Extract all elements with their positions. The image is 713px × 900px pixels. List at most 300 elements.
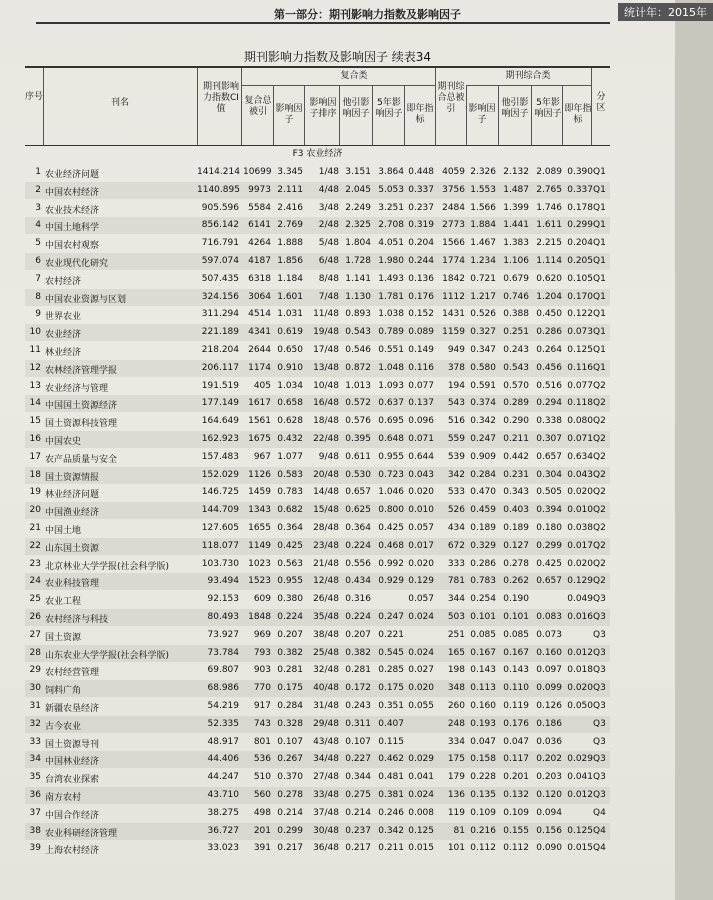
cell-no: 11 <box>29 345 41 355</box>
cell-ii: 0.136 <box>408 273 434 284</box>
cell-if: 0.224 <box>277 612 303 622</box>
header-comprehensive-group: 期刊综合类 <box>505 71 551 81</box>
cell-name: 中国农村经济 <box>45 187 100 198</box>
cell-ci: 69.807 <box>207 665 239 676</box>
cell-cif: 0.347 <box>470 345 496 355</box>
cell-ifr: 31/48 <box>313 701 339 711</box>
cell-no: 24 <box>29 576 41 587</box>
cell-ci: 73.784 <box>207 647 239 658</box>
cell-ci: 311.294 <box>201 309 239 320</box>
cell-y5: 3.864 <box>378 167 404 177</box>
cell-q: Q2 <box>593 451 606 462</box>
cell-cii: 0.337 <box>567 184 593 195</box>
cell-caa: 0.403 <box>503 505 529 516</box>
table-row <box>25 751 610 768</box>
cell-ii: 0.137 <box>408 398 434 409</box>
cell-q: Q3 <box>593 665 606 676</box>
cell-tc: 1675 <box>248 434 271 444</box>
cell-cif: 0.459 <box>470 505 496 516</box>
cell-cii: 0.018 <box>567 665 593 676</box>
cell-cif: 0.526 <box>470 309 496 320</box>
table-row <box>25 823 610 840</box>
table-row <box>25 182 610 199</box>
cell-cii: 0.125 <box>567 345 593 355</box>
cell-ii: 0.015 <box>408 843 434 854</box>
cell-aa: 0.344 <box>345 772 371 783</box>
cell-tc: 969 <box>253 629 271 640</box>
cell-tc: 510 <box>253 772 271 783</box>
cell-ii: 0.024 <box>408 790 434 800</box>
cell-ctc: 4059 <box>442 167 465 177</box>
cell-ci: 716.791 <box>201 238 239 249</box>
cell-aa: 0.214 <box>345 807 371 818</box>
cell-ii: 0.152 <box>408 309 434 320</box>
cell-ctc: 334 <box>447 736 465 747</box>
cell-no: 30 <box>29 683 41 694</box>
cell-ctc: 198 <box>447 665 465 676</box>
cell-ctc: 1431 <box>442 309 465 320</box>
cell-cif: 0.329 <box>470 540 496 551</box>
header-total-cites: 复合总被引 <box>244 96 272 117</box>
cell-if: 2.111 <box>277 184 303 195</box>
cell-cif: 0.909 <box>470 451 496 462</box>
cell-name: 上海农村经济 <box>45 846 100 857</box>
cell-no: 35 <box>29 772 41 783</box>
cell-cif: 0.112 <box>470 843 496 854</box>
cell-q: Q3 <box>593 683 606 694</box>
cell-ctc: 194 <box>447 380 465 391</box>
cell-name: 国土资源导刊 <box>45 739 100 750</box>
cell-name: 农村经济 <box>45 276 82 287</box>
cell-q: Q3 <box>593 701 606 711</box>
cell-ctc: 342 <box>447 469 465 480</box>
cell-c5y: 0.097 <box>536 665 562 676</box>
cell-ctc: 165 <box>447 647 465 658</box>
cell-cif: 0.470 <box>470 487 496 498</box>
cell-q: Q1 <box>593 202 606 213</box>
cell-aa: 1.804 <box>345 238 371 249</box>
cell-ifr: 15/48 <box>313 505 339 516</box>
cell-cii: 0.077 <box>567 380 593 391</box>
cell-if: 0.267 <box>277 754 303 765</box>
cell-aa: 0.316 <box>345 594 371 605</box>
table-row <box>25 734 610 751</box>
cell-ifr: 38/48 <box>313 629 339 640</box>
cell-ifr: 17/48 <box>313 345 339 355</box>
cell-c5y: 1.611 <box>536 220 562 231</box>
cell-caa: 0.290 <box>503 416 529 427</box>
cell-cif: 0.135 <box>470 790 496 800</box>
cell-q: Q1 <box>593 345 606 355</box>
cell-if: 0.217 <box>277 843 303 854</box>
cell-ifr: 25/48 <box>313 647 339 658</box>
cell-caa: 0.201 <box>503 772 529 783</box>
cell-caa: 1.106 <box>503 256 529 266</box>
cell-tc: 609 <box>253 594 271 605</box>
cell-caa: 0.343 <box>503 487 529 498</box>
cell-no: 7 <box>35 273 41 284</box>
cell-ifr: 1/48 <box>318 167 339 177</box>
cell-ci: 54.219 <box>207 701 239 711</box>
cell-q: Q4 <box>593 843 606 854</box>
cell-ctc: 101 <box>447 843 465 854</box>
cell-caa: 0.442 <box>503 451 529 462</box>
cell-if: 0.207 <box>277 629 303 640</box>
cell-cif: 0.193 <box>470 718 496 729</box>
cell-ii: 0.057 <box>408 594 434 605</box>
cell-name: 古今农业 <box>45 721 82 732</box>
cell-if: 0.432 <box>277 434 303 444</box>
table-row <box>25 235 610 252</box>
running-header-part: 第一部分：期刊影响力指数及影响因子 <box>274 8 461 21</box>
cell-name: 台湾农业探索 <box>45 775 100 786</box>
cell-caa: 0.167 <box>503 647 529 658</box>
cell-if: 0.910 <box>277 362 303 373</box>
cell-c5y: 0.264 <box>536 345 562 355</box>
cell-q: Q3 <box>593 772 606 783</box>
cell-y5: 0.407 <box>378 718 404 729</box>
cell-name: 山东国土资源 <box>45 543 100 554</box>
cell-name: 中国土地科学 <box>45 223 100 234</box>
cell-ii: 0.041 <box>408 772 434 783</box>
cell-c5y: 0.657 <box>536 576 562 587</box>
cell-caa: 1.487 <box>503 184 529 195</box>
cell-cif: 0.113 <box>470 683 496 694</box>
cell-c5y: 0.338 <box>536 416 562 427</box>
cell-tc: 903 <box>253 665 271 676</box>
cell-cii: 0.010 <box>567 505 593 516</box>
cell-caa: 0.109 <box>503 807 529 818</box>
cell-if: 1.856 <box>277 256 303 266</box>
cell-ii: 0.204 <box>408 238 434 249</box>
cell-cii: 0.029 <box>567 754 593 765</box>
cell-caa: 0.278 <box>503 558 529 569</box>
cell-c5y: 2.089 <box>536 167 562 177</box>
cell-no: 19 <box>29 487 41 498</box>
cell-if: 0.563 <box>277 558 303 569</box>
cell-ctc: 503 <box>447 612 465 622</box>
cell-ifr: 21/48 <box>313 558 339 569</box>
cell-cii: 0.016 <box>567 612 593 622</box>
cell-aa: 0.893 <box>345 309 371 320</box>
cell-name: 林业经济问题 <box>45 490 100 501</box>
cell-y5: 0.637 <box>378 398 404 409</box>
table-row <box>25 520 610 537</box>
cell-cif: 0.109 <box>470 807 496 818</box>
table-row <box>25 591 610 608</box>
cell-no: 12 <box>29 362 41 373</box>
cell-y5: 0.246 <box>378 807 404 818</box>
table-row <box>25 253 610 270</box>
cell-name: 农业经济 <box>45 330 82 341</box>
cell-ctc: 119 <box>447 807 465 818</box>
cell-caa: 1.441 <box>503 220 529 231</box>
table-row <box>25 787 610 804</box>
cell-caa: 0.211 <box>503 434 529 444</box>
cell-aa: 3.151 <box>345 167 371 177</box>
cell-no: 5 <box>35 238 41 249</box>
cell-ii: 0.017 <box>408 540 434 551</box>
cell-cii: 0.038 <box>567 523 593 533</box>
cell-caa: 0.189 <box>503 523 529 533</box>
cell-ctc: 248 <box>447 718 465 729</box>
cell-y5: 1.048 <box>378 362 404 373</box>
cell-ci: 33.023 <box>207 843 239 854</box>
cell-ifr: 32/48 <box>313 665 339 676</box>
cell-q: Q1 <box>593 309 606 320</box>
cell-tc: 391 <box>253 843 271 854</box>
cell-if: 0.628 <box>277 416 303 427</box>
cell-c5y: 0.120 <box>536 790 562 800</box>
cell-cif: 0.721 <box>470 273 496 284</box>
cell-q: Q1 <box>593 273 606 284</box>
cell-if: 0.214 <box>277 807 303 818</box>
header-name: 刊名 <box>110 98 129 108</box>
cell-c5y: 0.126 <box>536 701 562 711</box>
cell-ctc: 516 <box>447 416 465 427</box>
cell-y5: 0.115 <box>378 736 404 747</box>
cell-tc: 1023 <box>248 558 271 569</box>
cell-cii: 0.050 <box>567 701 593 711</box>
cell-caa: 0.231 <box>503 469 529 480</box>
cell-tc: 9973 <box>248 184 271 195</box>
table-row <box>25 449 610 466</box>
header-if-rank: 影响因子排序 <box>309 98 337 119</box>
cell-if: 0.364 <box>277 523 303 533</box>
cell-ifr: 3/48 <box>318 202 339 213</box>
cell-no: 2 <box>35 184 41 195</box>
cell-ifr: 20/48 <box>313 469 339 480</box>
cell-aa: 1.141 <box>345 273 371 284</box>
cell-y5: 0.285 <box>378 665 404 676</box>
cell-caa: 0.190 <box>503 594 529 605</box>
cell-ctc: 1774 <box>442 256 465 266</box>
cell-aa: 0.530 <box>345 469 371 480</box>
cell-no: 26 <box>29 612 41 622</box>
cell-caa: 0.570 <box>503 380 529 391</box>
cell-ifr: 9/48 <box>318 451 339 462</box>
cell-ci: 73.927 <box>207 629 239 640</box>
cell-cii: 0.634 <box>567 451 593 462</box>
cell-cif: 0.189 <box>470 523 496 533</box>
cell-q: Q1 <box>593 184 606 195</box>
cell-ctc: 526 <box>447 505 465 516</box>
cell-q: Q2 <box>593 398 606 409</box>
cell-no: 29 <box>29 665 41 676</box>
cell-ci: 48.917 <box>207 736 239 747</box>
cell-cif: 1.884 <box>470 220 496 231</box>
cell-name: 国土资源 <box>45 632 82 643</box>
header-impact-factor: 影响因子 <box>275 104 303 125</box>
cell-cif: 0.342 <box>470 416 496 427</box>
cell-ctc: 781 <box>447 576 465 587</box>
cell-cii: 0.129 <box>567 576 593 587</box>
cell-name: 饲料广角 <box>45 686 82 697</box>
cell-if: 1.077 <box>277 451 303 462</box>
cell-ctc: 251 <box>447 629 465 640</box>
cell-name: 中国渔业经济 <box>45 508 100 519</box>
cell-c5y: 0.090 <box>536 843 562 854</box>
cell-caa: 0.746 <box>503 291 529 302</box>
cell-q: Q1 <box>593 167 606 177</box>
cell-cii: 0.125 <box>567 825 593 836</box>
cell-y5: 0.381 <box>378 790 404 800</box>
cell-y5: 0.175 <box>378 683 404 694</box>
cell-y5: 0.342 <box>378 825 404 836</box>
cell-no: 21 <box>29 523 41 533</box>
cell-ii: 0.176 <box>408 291 434 302</box>
cell-cii: 0.116 <box>567 362 593 373</box>
cell-ci: 162.923 <box>201 434 239 444</box>
cell-cii: 0.073 <box>567 327 593 338</box>
cell-if: 0.682 <box>277 505 303 516</box>
cell-no: 13 <box>29 380 41 391</box>
cell-if: 1.184 <box>277 273 303 284</box>
cell-name: 农业经济与管理 <box>45 383 109 394</box>
cell-caa: 0.085 <box>503 629 529 640</box>
cell-q: Q1 <box>593 291 606 302</box>
cell-if: 0.425 <box>277 540 303 551</box>
cell-y5: 0.789 <box>378 327 404 338</box>
cell-c5y: 0.286 <box>536 327 562 338</box>
cell-q: Q2 <box>593 576 606 587</box>
cell-caa: 0.243 <box>503 345 529 355</box>
cell-q: Q2 <box>593 380 606 391</box>
cell-ifr: 4/48 <box>318 184 339 195</box>
cell-caa: 0.679 <box>503 273 529 284</box>
header-five-year: 5年影响因子 <box>375 98 403 119</box>
cell-no: 25 <box>29 594 41 605</box>
cell-ii: 0.644 <box>408 451 434 462</box>
table-row <box>25 342 610 359</box>
cell-caa: 0.176 <box>503 718 529 729</box>
cell-if: 0.284 <box>277 701 303 711</box>
cell-name: 农业现代化研究 <box>45 259 109 269</box>
cell-c5y: 0.202 <box>536 754 562 765</box>
cell-ii: 0.010 <box>408 505 434 516</box>
cell-name: 北京林业大学学报(社会科学版) <box>45 561 170 572</box>
cell-no: 34 <box>29 754 41 765</box>
cell-ci: 80.493 <box>207 612 239 622</box>
cell-c5y: 0.099 <box>536 683 562 694</box>
cell-if: 0.107 <box>277 736 303 747</box>
cell-tc: 5584 <box>248 202 271 213</box>
cell-cii: 0.017 <box>567 540 593 551</box>
cell-ctc: 348 <box>447 683 465 694</box>
cell-name: 世界农业 <box>45 312 82 323</box>
cell-caa: 2.132 <box>503 167 529 177</box>
cell-y5: 5.053 <box>378 184 404 195</box>
cell-no: 6 <box>35 256 41 266</box>
cell-cif: 1.234 <box>470 256 496 266</box>
cell-ifr: 37/48 <box>313 807 339 818</box>
cell-ci: 44.247 <box>207 772 239 783</box>
cell-aa: 0.275 <box>345 790 371 800</box>
cell-no: 20 <box>29 505 41 516</box>
cell-ifr: 2/48 <box>318 220 339 231</box>
cell-tc: 770 <box>253 683 271 694</box>
cell-if: 0.583 <box>277 469 303 480</box>
cell-tc: 536 <box>253 754 271 765</box>
cell-y5: 4.051 <box>378 238 404 249</box>
cell-if: 0.328 <box>277 718 303 729</box>
cell-ifr: 29/48 <box>313 718 339 729</box>
cell-aa: 0.546 <box>345 345 371 355</box>
cell-aa: 0.572 <box>345 398 371 409</box>
cell-name: 农业工程 <box>45 597 82 608</box>
cell-tc: 560 <box>253 790 271 800</box>
cell-tc: 1848 <box>248 612 271 622</box>
cell-ctc: 175 <box>447 754 465 765</box>
cell-no: 37 <box>29 807 41 818</box>
cell-ctc: 2484 <box>442 202 465 213</box>
table-row <box>25 840 610 857</box>
cell-if: 0.658 <box>277 398 303 409</box>
cell-cif: 0.580 <box>470 362 496 373</box>
header-composite-group: 复合类 <box>340 71 368 81</box>
cell-ii: 0.024 <box>408 647 434 658</box>
header-comp-total-cites: 期刊综合总被引 <box>437 82 465 114</box>
table-row <box>25 271 610 288</box>
cell-ctc: 434 <box>447 523 465 533</box>
cell-y5: 3.251 <box>378 202 404 213</box>
cell-ctc: 949 <box>447 345 465 355</box>
cell-y5: 0.955 <box>378 451 404 462</box>
cell-cif: 0.247 <box>470 434 496 444</box>
cell-c5y: 0.516 <box>536 380 562 391</box>
cell-tc: 967 <box>253 451 271 462</box>
cell-ifr: 8/48 <box>318 273 339 284</box>
cell-c5y: 0.307 <box>536 434 562 444</box>
cell-name: 新疆农垦经济 <box>45 704 100 714</box>
cell-no: 4 <box>35 220 41 231</box>
cell-no: 15 <box>29 416 41 427</box>
cell-tc: 10699 <box>243 167 272 177</box>
cell-ctc: 1159 <box>442 327 465 338</box>
cell-cii: 0.020 <box>567 487 593 498</box>
cell-name: 中国国土资源经济 <box>45 401 118 412</box>
cell-ifr: 36/48 <box>313 843 339 854</box>
header-comp-imm: 即年指标 <box>564 104 592 125</box>
cell-ifr: 14/48 <box>313 487 339 498</box>
cell-y5: 0.648 <box>378 434 404 444</box>
cell-aa: 0.243 <box>345 701 371 711</box>
cell-ctc: 136 <box>447 790 465 800</box>
cell-c5y: 0.094 <box>536 807 562 818</box>
cell-tc: 6141 <box>248 220 271 231</box>
cell-y5: 0.800 <box>378 505 404 516</box>
cell-c5y: 0.456 <box>536 362 562 373</box>
cell-name: 山东农业大学学报(社会科学版) <box>45 650 170 661</box>
cell-no: 22 <box>29 540 41 551</box>
cell-tc: 2644 <box>248 345 271 355</box>
cell-ci: 218.204 <box>201 345 239 355</box>
table-row <box>25 289 610 306</box>
cell-q: Q2 <box>593 469 606 480</box>
cell-no: 8 <box>35 291 41 302</box>
cell-cif: 1.566 <box>470 202 496 213</box>
cell-no: 27 <box>29 629 41 640</box>
table-row <box>25 556 610 573</box>
cell-ci: 43.710 <box>207 790 239 800</box>
table-row <box>25 484 610 501</box>
cell-tc: 1523 <box>248 576 271 587</box>
cell-ci: 191.519 <box>201 380 239 391</box>
cell-ifr: 23/48 <box>313 540 339 551</box>
cell-ci: 177.149 <box>201 398 239 409</box>
cell-y5: 0.425 <box>378 523 404 533</box>
cell-ci: 92.153 <box>207 594 239 605</box>
